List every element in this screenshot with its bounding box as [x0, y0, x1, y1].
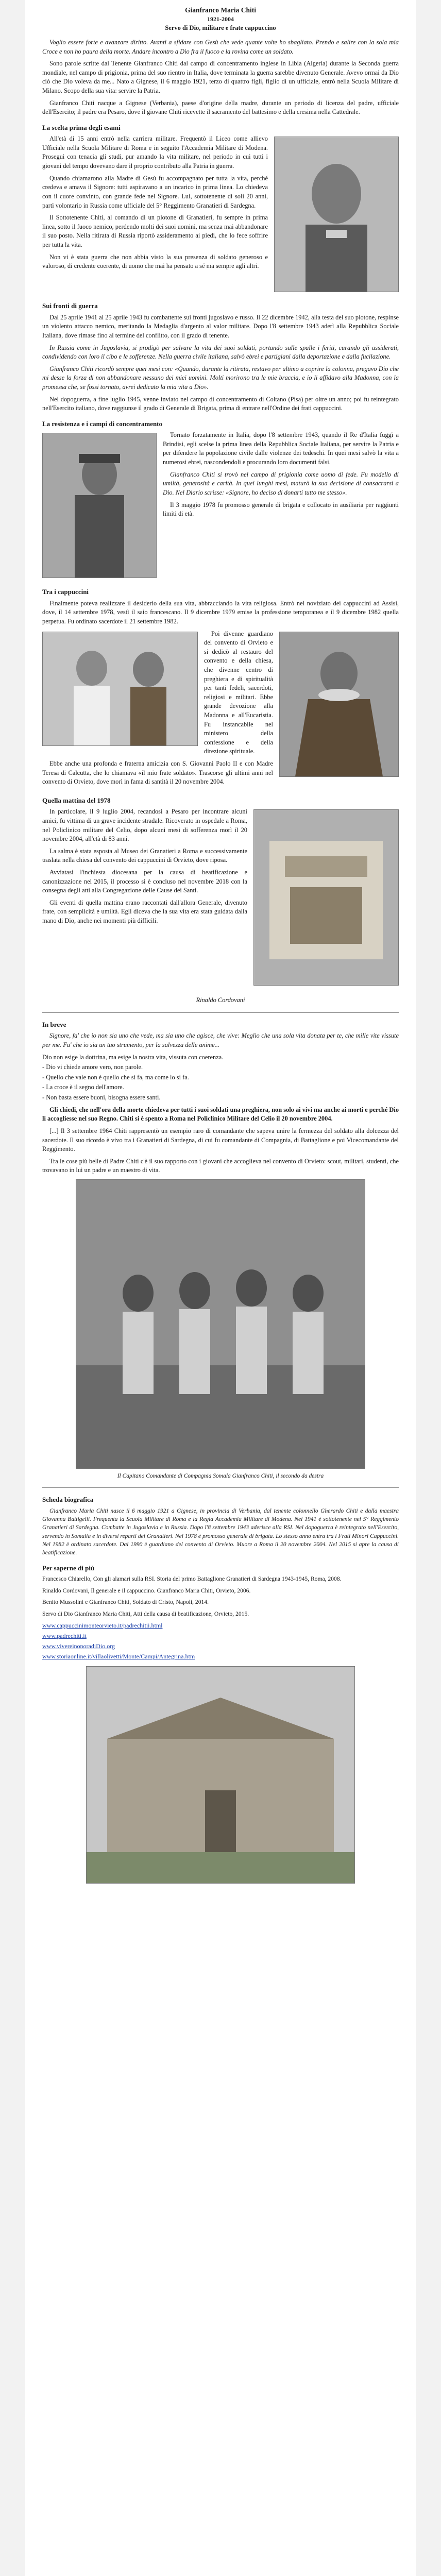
- links-list: [42, 1621, 399, 1661]
- body-paragraph: Ebbe anche una profonda e fraterna amicizia con S. Giovanni Paolo II e con Madre Teresa di Calcutta, che lo chiamava «il mio frate soldato». Trascorse gli ultimi anni nel convento di Orvieto, dove morì in fama di santità il 20 novembre 2004.: [42, 760, 273, 786]
- friar-photo: [279, 632, 399, 777]
- soldier-image-icon: [43, 433, 156, 578]
- external-link[interactable]: www.storiaonline.it/villaolivetti/Monte/Campi/Antegrina.htm: [42, 1653, 195, 1660]
- body-paragraph: Gianfranco Chiti ricordò sempre quei mesi con: «Quando, durante la ritirata, restavo per ultimo a coprire la colonna, pregavo Dio che mi desse la forza di non abbandonare nessuno dei miei uomini. Molti morirono tra le mie braccia, e io li affidavo alla Madonna, con la promessa che, se fossi tornato, avrei dedicato la mia vita a Dio».: [42, 365, 399, 391]
- section-divider: [42, 1012, 399, 1013]
- body-paragraph: Gli eventi di quella mattina erano raccontati dall'allora Generale, divenuto frate, con semplicità e umiltà. Egli diceva che la sua vita era stata guidata dalla mano di Dio, anche nei momenti più difficili.: [42, 899, 247, 925]
- convent-figure: [42, 1666, 399, 1884]
- section-heading: Per saperne di più: [42, 1564, 95, 1572]
- sources-list: [42, 1575, 399, 1618]
- pope-meeting-photo: [42, 632, 198, 746]
- section-heading: In breve: [42, 1020, 66, 1028]
- external-link[interactable]: www.vivereinonoradiDio.org: [42, 1642, 115, 1650]
- body-paragraph: La salma è stata esposta al Museo dei Granatieri a Roma e successivamente traslata nella chiesa del convento dei cappuccini di Orvieto, dove riposa.: [42, 847, 247, 864]
- list-item: - La croce è il segno dell'amore.: [42, 1083, 124, 1091]
- convent-photo: [86, 1666, 355, 1884]
- source-item: Benito Mussolini e Gianfranco Chiti, Soldato di Cristo, Napoli, 2014.: [42, 1599, 209, 1606]
- photo-caption: Il Capitano Comandante di Compagnia Somala Gianfranco Chiti, il secondo da destra: [117, 1472, 324, 1479]
- highlighted-quote-text: Gli chiedi, che nell'ora della morte chiedeva per tutti i suoi soldati una preghiera, non solo ai vivi ma anche ai morti e perché Dio li accogliesse nel suo Regno. Chiti si è spento a Roma nel Policlinico Militare del Celio il 20 novembre 2004.: [42, 1106, 399, 1123]
- section-heading: La scelta prima degli esami: [42, 123, 121, 131]
- tomb-image-icon: [254, 810, 398, 985]
- section-heading: Scheda biografica: [42, 1496, 94, 1504]
- article-page: [25, 0, 416, 2576]
- body-paragraph: Tra le cose più belle di Padre Chiti c'è il suo rapporto con i giovani che accoglieva nel convento di Orvieto: scout, militari, studenti, che trovavano in lui un padre e un maestro di vita.: [42, 1157, 399, 1174]
- body-paragraph: Quando chiamarono alla Madre di Gesù fu accompagnato per tutta la vita, perché credeva e amava il Signore: tutti aspiravano a un incarico in prima linea. Lo chiedeva con il cuore convinto, con grande fede nel Signore. Lui, sottotenente di soli 20 anni, partì volontario in Russia come ufficiale del 5° Reggimento Granatieri di Sardegna.: [42, 174, 268, 209]
- list-item: - Quello che vale non è quello che si fa, ma come lo si fa.: [42, 1073, 189, 1081]
- maxims-list: [42, 1053, 399, 1103]
- body-paragraph: Non vi è stata guerra che non abbia visto la sua presenza di soldato generoso e valoroso, di credente coerente, di uomo che mai ha pensato a sé ma sempre agli altri.: [42, 253, 268, 270]
- body-paragraph: Il Sottotenente Chiti, al comando di un plotone di Granatieri, fu sempre in prima linea, sotto il fuoco nemico, perdendo molti dei suoi uomini, ma senza mai abbandonare il suo posto. Nella ritirata di Russia riportò assideramento ai piedi, che lo fece soffrire per tutta la vita.: [42, 214, 268, 248]
- list-item: Dio non esige la dottrina, ma esige la nostra vita, vissuta con coerenza.: [42, 1053, 224, 1061]
- body-paragraph: Finalmente poteva realizzare il desiderio della sua vita, abbracciando la vita religiosa. Entrò nel noviziato dei cappuccini ad Assisi, dove, il 14 settembre 1978, vestì il saio francescano. Il 9 dicembre 1979 emise la professione temporanea e il 9 dicembre 1982 quella perpetua. Fu ordinato sacerdote il 21 settembre 1982.: [42, 599, 399, 625]
- list-item: - Dio vi chiede amore vero, non parole.: [42, 1063, 143, 1071]
- article-title: Gianfranco Maria Chiti: [185, 6, 256, 14]
- section-heading: Tra i cappuccini: [42, 588, 89, 596]
- body-paragraph: Signore, fa' che io non sia uno che vede, ma sia uno che agisce, che vive: Meglio che una sola vita donata per te, che mille vite vissute per me. Fa' che io sia un tuo strumento, per la salvezza delle anime...: [42, 1032, 399, 1049]
- somalia-figure: [42, 1179, 399, 1480]
- body-paragraph: Avviatasi l'inchiesta diocesana per la causa di beatificazione e canonizzazione nel 2015, il processo si è concluso nel novembre 2018 con la consegna degli atti alla Congregazione delle Cause dei Santi.: [42, 869, 247, 894]
- body-paragraph: In Russia come in Jugoslavia, si prodigò per salvare la vita dei suoi soldati, portando sulle spalle i feriti, curando gli assiderati, condividendo con loro il cibo e le sofferenze. Nella guerra civile italiana, salvò ebrei e partigiani dalla deportazione e dalla fucilazione.: [42, 344, 399, 361]
- section-heading: Sui fronti di guerra: [42, 302, 98, 310]
- article-subtitle: Servo di Dio, militare e frate cappuccino: [165, 24, 276, 32]
- body-paragraph: [...] Il 3 settembre 1964 Chiti rappresentò un esempio raro di comandante che sapeva unire la fermezza del soldato alla dolcezza del sacerdote. Il suo ricordo è vivo tra i Granatieri di Sardegna, di cui fu comandante di Compagnia, di Battaglione e poi Vicecomandante del Reggimento.: [42, 1127, 399, 1153]
- portrait-photo: [274, 137, 399, 292]
- portrait-image-icon: [275, 137, 398, 292]
- section-divider: [42, 1487, 399, 1488]
- article-header: [42, 5, 399, 33]
- body-paragraph: Poi divenne guardiano del convento di Orvieto e si dedicò al restauro del convento e della chiesa, che divenne centro di preghiera e di spiritualità per tanti fedeli, sacerdoti, religiosi e militari. Ebbe grande devozione alla Madonna e all'Eucaristia. Fu instancabile nel ministero della confessione e della direzione spirituale.: [204, 630, 273, 755]
- intro-paragraph: Sono parole scritte dal Tenente Gianfranco Chiti dal campo di concentramento inglese in Libia (Algeria) durante la Seconda guerra mondiale, nel campo di prigionia, prima del suo rientro in Italia, dove terminata la guerra sarebbe divenuto Generale. Avevo ormai da Dio ciò che Dio voleva da me... Nato a Gignese, il 6 maggio 1921, terzo di quattro figli, figlio di un ufficiale, entrò nella Scuola Militare di Milano. Scopo della sua vita: servire la Patria.: [42, 60, 399, 94]
- section-heading: La resistenza e i campi di concentramento: [42, 419, 162, 428]
- body-paragraph: Il 3 maggio 1978 fu promosso generale di brigata e collocato in ausiliaria per raggiunti limiti di età.: [163, 501, 399, 518]
- body-paragraph: Tornato forzatamente in Italia, dopo l'8 settembre 1943, quando il Re d'Italia fuggì a Brindisi, egli scelse la prima linea della Repubblica Sociale Italiana, per servire la Patria e per difendere la popolazione civile dalle violenze dei tedeschi. In quei mesi salvò la vita a numerosi ebrei, nascondendoli e procurando loro documenti falsi.: [163, 431, 399, 466]
- pope-meeting-image-icon: [43, 632, 197, 745]
- somalia-image-icon: [76, 1180, 365, 1468]
- external-link[interactable]: www.cappuccinimonteorvieto.it/padrechitii.html: [42, 1621, 163, 1629]
- source-item: Servo di Dio Gianfranco Maria Chiti, Atti della causa di beatificazione, Orvieto, 2015.: [42, 1610, 249, 1617]
- body-paragraph: In particolare, il 9 luglio 2004, recandosi a Pesaro per incontrare alcuni amici, fu vittima di un grave incidente stradale. Ricoverato in ospedale a Roma, nel Policlinico militare del Celio, dopo alcuni mesi di sofferenza morì il 20 novembre 2004, all'età di 83 anni.: [42, 808, 247, 843]
- section-heading: Quella mattina del 1978: [42, 796, 111, 804]
- convent-image-icon: [87, 1667, 354, 1883]
- external-link[interactable]: www.padrechiti.it: [42, 1632, 87, 1639]
- soldier-photo: [42, 433, 157, 578]
- author-signature: Rinaldo Cordovani: [196, 996, 245, 1004]
- source-item: Rinaldo Cordovani, Il generale e il cappuccino. Gianfranco Maria Chiti, Orvieto, 2006.: [42, 1587, 251, 1594]
- body-paragraph: All'età di 15 anni entrò nella carriera militare. Frequentò il Liceo come allievo Ufficiale nella Scuola Militare di Roma e in seguito l'Accademia Militare di Modena. Proseguì con tenacia gli studi, pur amando la vita militare, nel periodo in cui tutti i giovani del tempo dovevano dare il proprio contributo alla Patria in guerra.: [42, 135, 268, 170]
- source-item: Francesco Chiarello, Con gli alamari sulla RSI. Storia del primo Battaglione Granatieri di Sardegna 1943-1945, Roma, 2008.: [42, 1575, 342, 1583]
- body-paragraph: Nel dopoguerra, a fine luglio 1945, venne inviato nel campo di concentramento di Coltano (Pisa) per oltre un anno; poi fu reintegrato nell'Esercito italiano, dove raggiunse il grado di Generale di Brigata, prima di entrare nell'Ordine dei frati cappuccini.: [42, 395, 399, 412]
- tomb-photo: [253, 809, 399, 986]
- body-paragraph: Gianfranco Chiti si trovò nel campo di prigionia come uomo di fede. Fu modello di umiltà, generosità e carità. In quei lunghi mesi, maturò la sua decisione di consacrarsi a Dio. Nel Diario scrisse: «Signore, ho deciso di donarti tutto me stesso».: [163, 470, 399, 496]
- life-dates: 1921-2004: [207, 15, 234, 23]
- intro-quote: Voglio essere forte e avanzare diritto. Avanti a sfidare con Gesù che vede quante volte ho sbagliato. Prendo e salire con la sola mia Croce e non ho paura della morte. Andare incontro a Dio fra il fuoco e la rovina come un soldato.: [42, 38, 399, 55]
- somalia-photo: [76, 1179, 365, 1469]
- intro-paragraph: Gianfranco Chiti nacque a Gignese (Verbania), paese d'origine della madre, durante un periodo di licenza del padre, ufficiale dell'Esercito; il padre era Pesaro, dove il giovane Chiti ricevette il sacramento del battesimo e della cresima nella Cattedrale.: [42, 99, 399, 116]
- list-item: - Non basta essere buoni, bisogna essere santi.: [42, 1094, 161, 1101]
- friar-image-icon: [280, 632, 398, 776]
- body-paragraph: Dal 25 aprile 1941 al 25 aprile 1943 fu combattente sui fronti jugoslavo e russo. Il 22 dicembre 1942, alla testa del suo plotone, respinse un violento attacco nemico, meritando la Medaglia d'argento al valor militare. Dopo l'8 settembre 1943 aderì alla Repubblica Sociale Italiana, dove rimase fino al termine del conflitto, con il grado di tenente.: [42, 313, 399, 339]
- bio-text: Gianfranco Maria Chiti nasce il 6 maggio 1921 a Gignese, in provincia di Verbania, dal tenente colonnello Gherardo Chiti e dalla maestra Giovanna Battigelli. Frequenta la Scuola Militare di Roma e la Regia Accademia Militare di Modena. Nel 1941 è sottotenente nel 5° Reggimento Granatieri di Sardegna. Combatte in Jugoslavia e in Russia. Dopo l'8 settembre 1943 aderisce alla RSI. Nel dopoguerra è reintegrato nell'Esercito, servendo in Somalia e in diversi reparti dei Granatieri. Nel 1978 è promosso generale di brigata. Lo stesso anno entra tra i Frati Minori Cappuccini. Nel 1982 è ordinato sacerdote. Dal 1990 è guardiano del convento di Orvieto. Muore a Roma il 20 novembre 2004. Nel 2015 si apre la causa di beatificazione.: [42, 1507, 399, 1556]
- highlighted-quote: [42, 1106, 399, 1124]
